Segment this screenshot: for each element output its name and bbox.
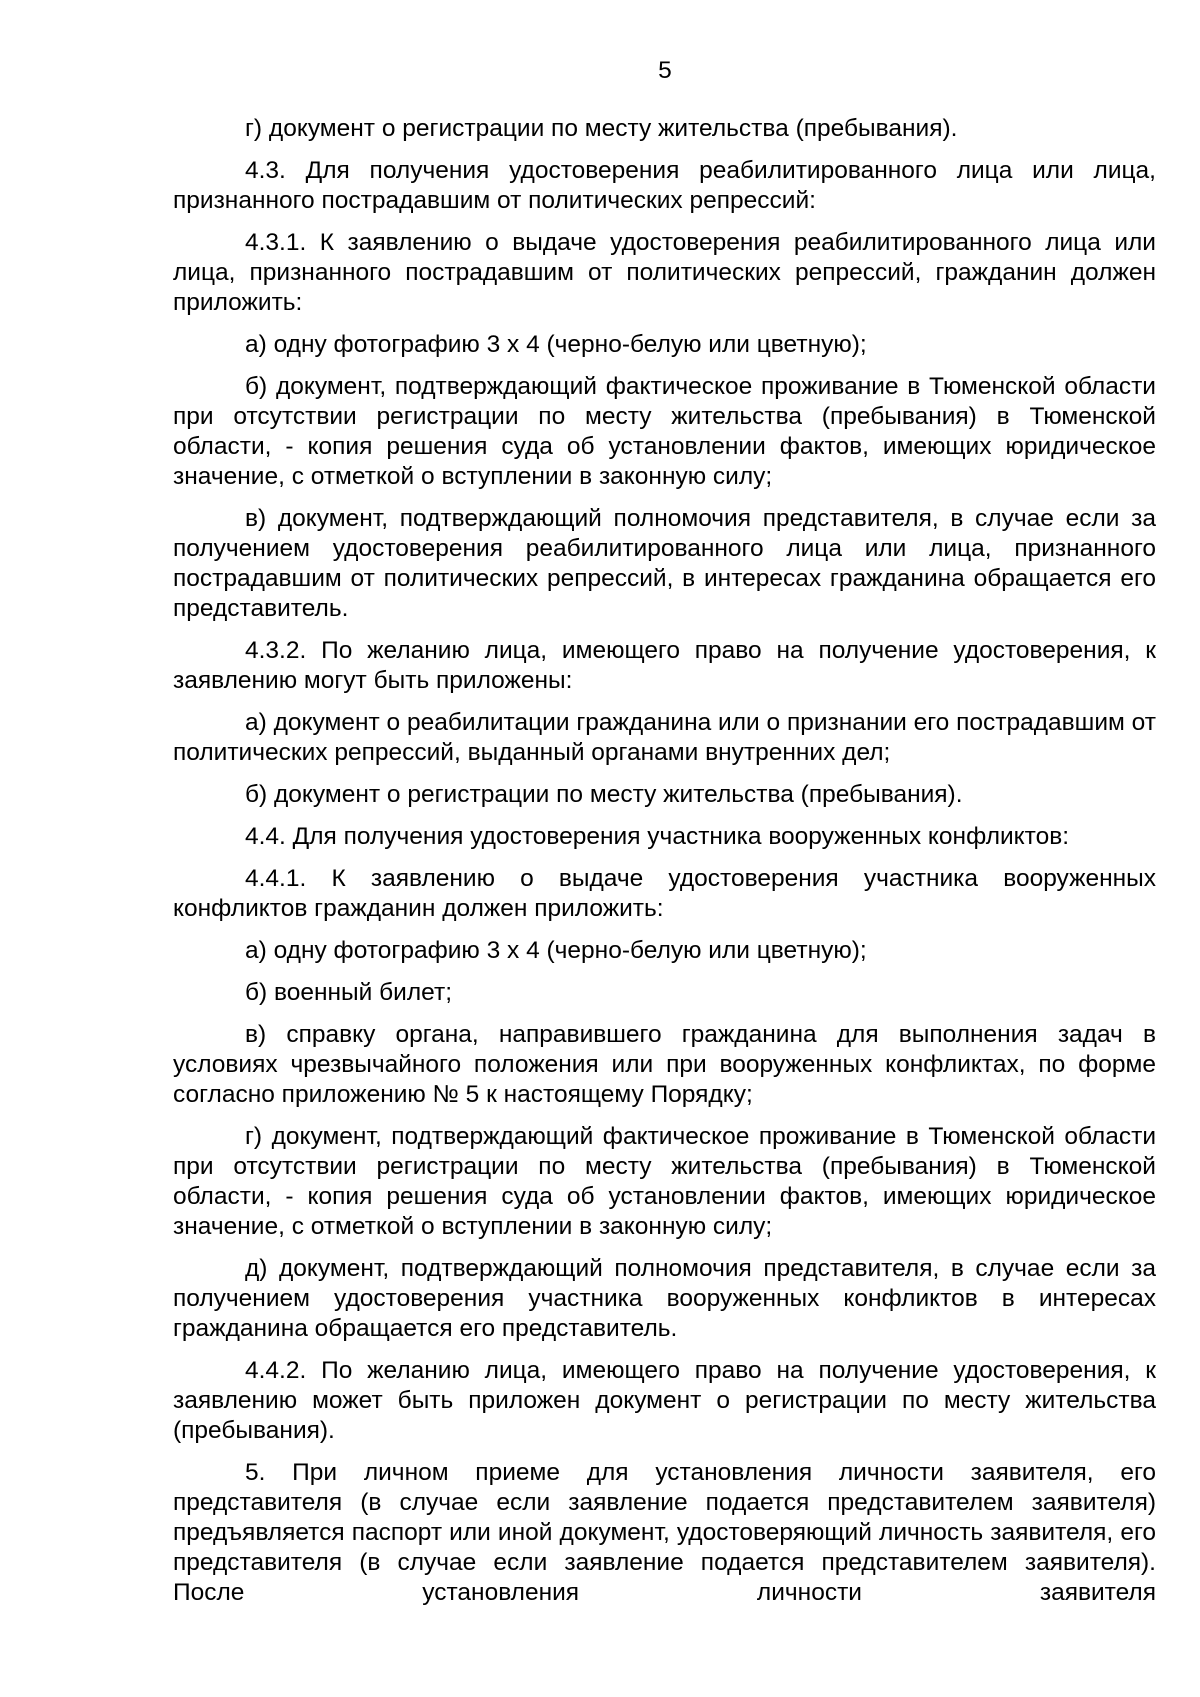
paragraph-4-2-g: г) документ о регистрации по месту жительства (пребывания). xyxy=(245,115,958,142)
paragraph-4-4-1-b: б) военный билет; xyxy=(245,979,453,1006)
paragraph-5: 5. При личном приеме для установления личности заявителя, его представителя (в случае если заявление подается представителем заявителя) предъявляется паспорт или иной документ, удостоверяющий личность заявителя, его представителя (в случае если заявление подается представителем заявителя). После установления личности заявителя xyxy=(173,1459,1156,1606)
paragraph-4-3-2-a: а) документ о реабилитации гражданина или о признании его пострадавшим от политических репрессий, выданный органами внутренних дел; xyxy=(173,709,1156,766)
paragraph-4-3-1-v: в) документ, подтверждающий полномочия представителя, в случае если за получением удостоверения реабилитированного лица или лица, признанного пострадавшим от политических репрессий, в интересах гражданина обращается его представитель. xyxy=(173,505,1156,622)
paragraph-4-3-1: 4.3.1. К заявлению о выдаче удостоверения реабилитированного лица или лица, признанного пострадавшим от политических репрессий, гражданин должен приложить: xyxy=(173,229,1156,316)
paragraph-4-4-1-v: в) справку органа, направившего гражданина для выполнения задач в условиях чрезвычайного положения или при вооруженных конфликтах, по форме согласно приложению № 5 к настоящему Порядку; xyxy=(173,1021,1156,1108)
paragraph-4-3: 4.3. Для получения удостоверения реабилитированного лица или лица, признанного пострадавшим от политических репрессий: xyxy=(173,157,1156,214)
paragraph-4-3-1-b: б) документ, подтверждающий фактическое проживание в Тюменской области при отсутствии регистрации по месту жительства (пребывания) в Тюменской области, - копия решения суда об установлении фактов, имеющих юридическое значение, с отметкой о вступлении в законную силу; xyxy=(173,373,1156,490)
paragraph-4-4-2: 4.4.2. По желанию лица, имеющего право на получение удостоверения, к заявлению может быть приложен документ о регистрации по месту жительства (пребывания). xyxy=(173,1357,1156,1444)
document-body xyxy=(173,114,1156,1620)
paragraph-4-4-1-a: а) одну фотографию 3 х 4 (черно-белую или цветную); xyxy=(245,937,867,964)
paragraph-4-3-2: 4.3.2. По желанию лица, имеющего право на получение удостоверения, к заявлению могут быть приложены: xyxy=(173,637,1156,694)
paragraph-4-4-1: 4.4.1. К заявлению о выдаче удостоверения участника вооруженных конфликтов гражданин должен приложить: xyxy=(173,865,1156,922)
paragraph-4-4-1-d: д) документ, подтверждающий полномочия представителя, в случае если за получением удостоверения участника вооруженных конфликтов в интересах гражданина обращается его представитель. xyxy=(173,1255,1156,1342)
paragraph-4-4: 4.4. Для получения удостоверения участника вооруженных конфликтов: xyxy=(245,823,1070,850)
paragraph-4-3-1-a: а) одну фотографию 3 х 4 (черно-белую или цветную); xyxy=(245,331,867,358)
paragraph-4-4-1-g: г) документ, подтверждающий фактическое проживание в Тюменской области при отсутствии регистрации по месту жительства (пребывания) в Тюменской области, - копия решения суда об установлении фактов, имеющих юридическое значение, с отметкой о вступлении в законную силу; xyxy=(173,1123,1156,1240)
paragraph-4-3-2-b: б) документ о регистрации по месту жительства (пребывания). xyxy=(245,781,963,808)
page-number: 5 xyxy=(658,57,672,84)
